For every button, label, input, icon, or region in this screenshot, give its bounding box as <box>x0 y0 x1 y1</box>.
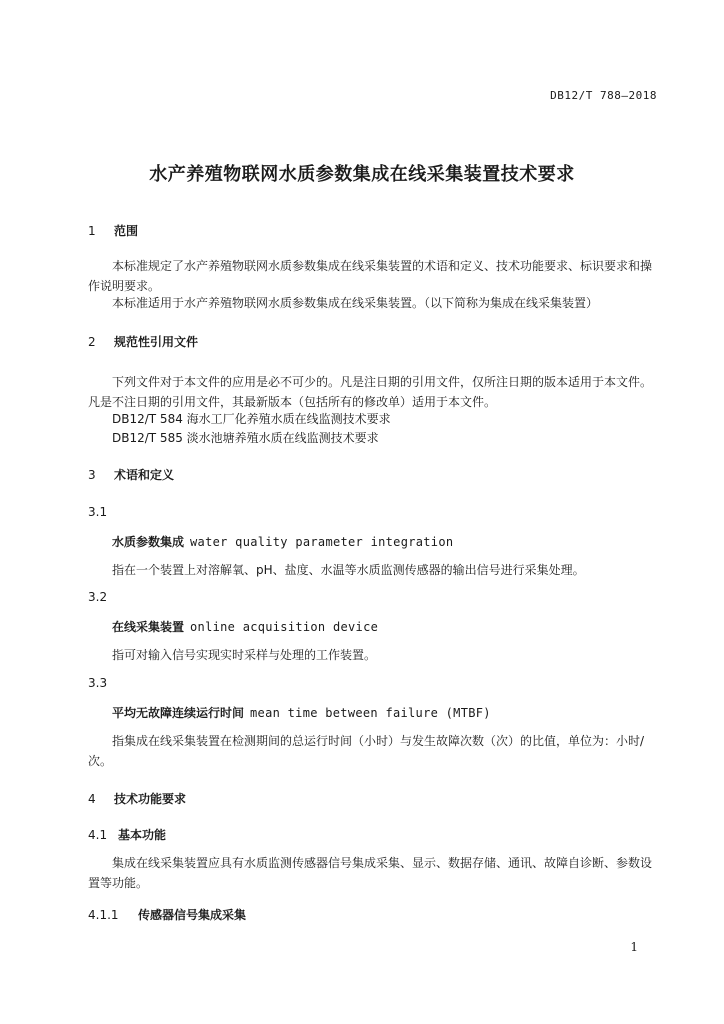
section-1-paragraph-2: 本标准适用于水产养殖物联网水质参数集成在线采集装置。（以下简称为集成在线采集装置） <box>112 296 599 310</box>
term-zh: 平均无故障连续运行时间 <box>112 706 245 720</box>
section-2-paragraph-1: 下列文件对于本文件的应用是必不可少的。凡是注日期的引用文件，仅所注日期的版本适用于本文件。凡是不注日期的引用文件，其最新版本（包括所有的修改单）适用于本文件。 <box>88 375 653 409</box>
section-4-1-1-heading <box>88 906 658 923</box>
reference-item: DB12/T 585 淡水池塘养殖水质在线监测技术要求 <box>112 431 379 445</box>
section-4-1-heading <box>88 826 658 843</box>
section-number: 4.1 <box>88 828 108 842</box>
term-3-3-number: 3.3 <box>88 676 108 690</box>
term-3-2-definition: 指可对输入信号实现实时采样与处理的工作装置。 <box>112 648 377 662</box>
section-4-1-paragraph: 集成在线采集装置应具有水质监测传感器信号集成采集、显示、数据存储、通讯、故障自诊断、参数设置等功能。 <box>88 856 653 890</box>
section-title: 范围 <box>114 224 139 238</box>
term-3-1 <box>88 532 682 552</box>
section-number: 3 <box>88 468 96 482</box>
section-1-paragraph-1: 本标准规定了水产养殖物联网水质参数集成在线采集装置的术语和定义、技术功能要求、标识要求和操作说明要求。 <box>88 259 653 293</box>
section-title: 规范性引用文件 <box>114 335 199 349</box>
term-zh: 水质参数集成 <box>112 535 185 549</box>
term-3-2-number: 3.2 <box>88 590 108 604</box>
document-title: 水产养殖物联网水质参数集成在线采集装置技术要求 <box>149 164 575 185</box>
section-4-heading <box>88 790 658 807</box>
section-1-heading <box>88 222 658 239</box>
reference-item: DB12/T 584 海水工厂化养殖水质在线监测技术要求 <box>112 412 391 426</box>
term-3-1-definition: 指在一个装置上对溶解氧、pH、盐度、水温等水质监测传感器的输出信号进行采集处理。 <box>112 563 585 577</box>
term-en: mean time between failure (MTBF) <box>250 706 491 720</box>
section-title: 基本功能 <box>118 828 167 842</box>
section-2-heading <box>88 333 658 350</box>
section-3-heading <box>88 466 658 483</box>
term-3-3-definition: 指集成在线采集装置在检测期间的总运行时间（小时）与发生故障次数（次）的比值，单位为：小时/次。 <box>88 734 645 768</box>
standard-code: DB12/T 788—2018 <box>550 89 657 102</box>
section-title: 传感器信号集成采集 <box>138 908 247 922</box>
section-title: 技术功能要求 <box>114 792 187 806</box>
term-zh: 在线采集装置 <box>112 620 185 634</box>
term-3-3 <box>88 703 682 723</box>
term-3-1-number: 3.1 <box>88 505 108 519</box>
section-number: 4 <box>88 792 96 806</box>
term-en: water quality parameter integration <box>190 535 454 549</box>
section-number: 1 <box>88 224 96 238</box>
section-number: 4.1.1 <box>88 908 119 922</box>
section-number: 2 <box>88 335 96 349</box>
term-en: online acquisition device <box>190 620 379 634</box>
term-3-2 <box>88 617 682 637</box>
section-title: 术语和定义 <box>114 468 175 482</box>
page-number: 1 <box>630 940 638 954</box>
